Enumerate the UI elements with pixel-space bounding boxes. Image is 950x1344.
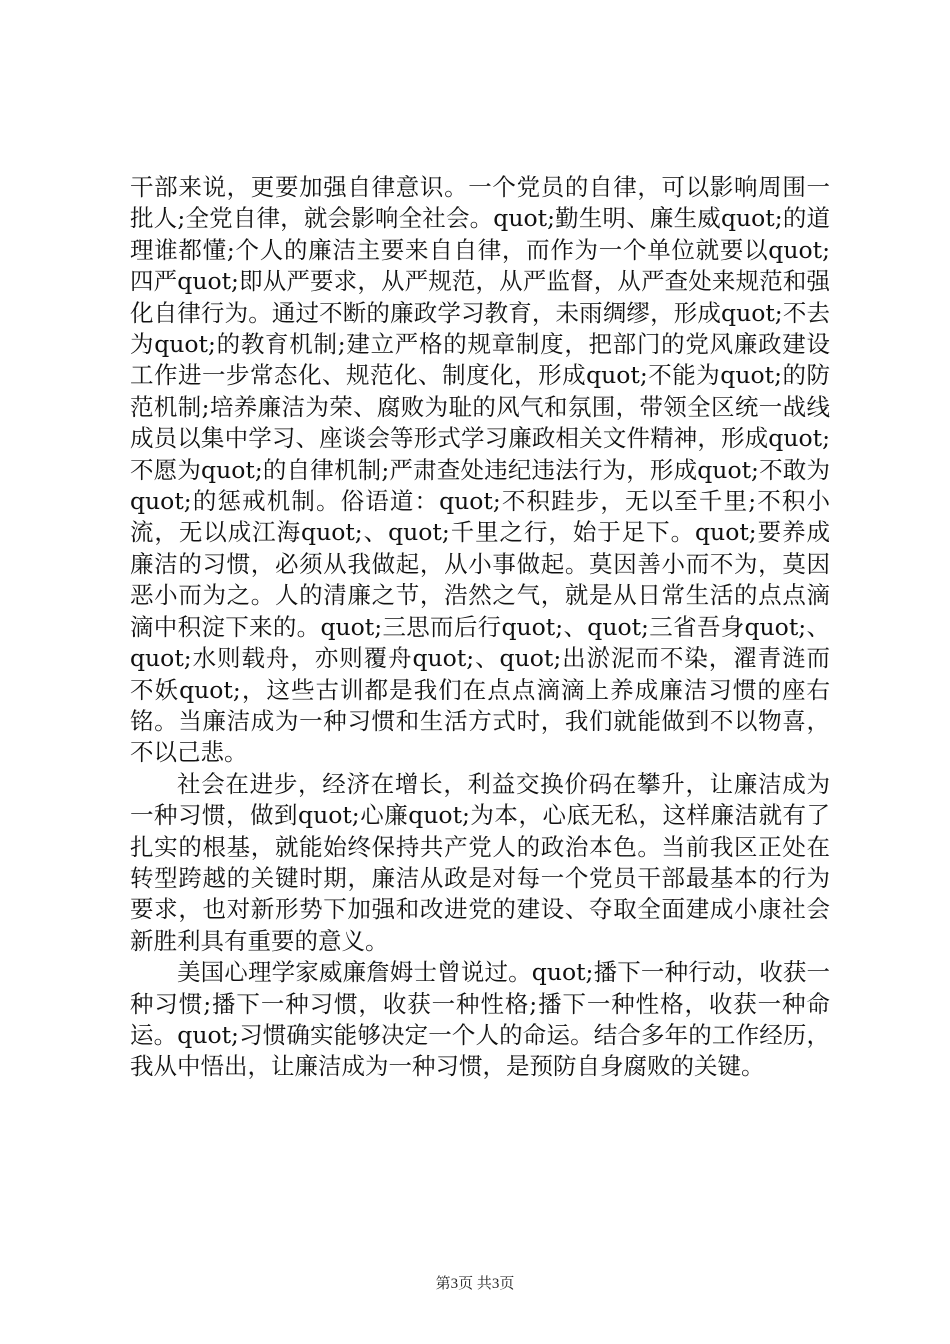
paragraph-continued: 干部来说，更要加强自律意识。一个党员的自律，可以影响周围一批人;全党自律，就会影响全社会。quot;勤生明、廉生威quot;的道理谁都懂;个人的廉洁主要来自自律，而作为一个单位就要以quot;四严quot;即从严要求，从严规范，从严监督，从严查处来规范和强化自律行为。通过不断的廉政学习教育，未雨绸缪，形成quot;不去为quot;的教育机制;建立严格的规章制度，把部门的党风廉政建设工作进一步常态化、规范化、制度化，形成quot;不能为quot;的防范机制;培养廉洁为荣、腐败为耻的风气和氛围，带领全区统一战线成员以集中学习、座谈会等形式学习廉政相关文件精神，形成quot;不愿为quot;的自律机制;严肃查处违纪违法行为，形成quot;不敢为quot;的惩戒机制。俗语道：quot;不积跬步，无以至千里;不积小流，无以成江海quot;、quot;千里之行，始于足下。quot;要养成廉洁的习惯，必须从我做起，从小事做起。莫因善小而不为，莫因恶小而为之。人的清廉之节，浩然之气，就是从日常生活的点点滴滴中积淀下来的。quot;三思而后行quot;、quot;三省吾身quot;、quot;水则载舟，亦则覆舟quot;、quot;出淤泥而不染，濯青涟而不妖quot;，这些古训都是我们在点点滴滴上养成廉洁习惯的座右铭。当廉洁成为一种习惯和生活方式时，我们就能做到不以物喜，不以己悲。 — [130, 173, 830, 767]
paragraph-william-james-quote: 美国心理学家威廉詹姆士曾说过。quot;播下一种行动，收获一种习惯;播下一种习惯，收获一种性格;播下一种性格，收获一种命运。quot;习惯确实能够决定一个人的命运。结合多年的工作经历，我从中悟出，让廉洁成为一种习惯，是预防自身腐败的关键。 — [130, 958, 830, 1081]
page-number-label: 第3页 共3页 — [435, 1276, 515, 1292]
document-body — [130, 172, 830, 1083]
page-footer — [0, 1272, 950, 1293]
paragraph-social-progress: 社会在进步，经济在增长，利益交换价码在攀升，让廉洁成为一种习惯，做到quot;心廉quot;为本，心底无私，这样廉洁就有了扎实的根基，就能始终保持共产党人的政治本色。当前我区正处在转型跨越的关键时期，廉洁从政是对每一个党员干部最基本的行为要求，也对新形势下加强和改进党的建设、夺取全面建成小康社会新胜利具有重要的意义。 — [130, 769, 830, 955]
